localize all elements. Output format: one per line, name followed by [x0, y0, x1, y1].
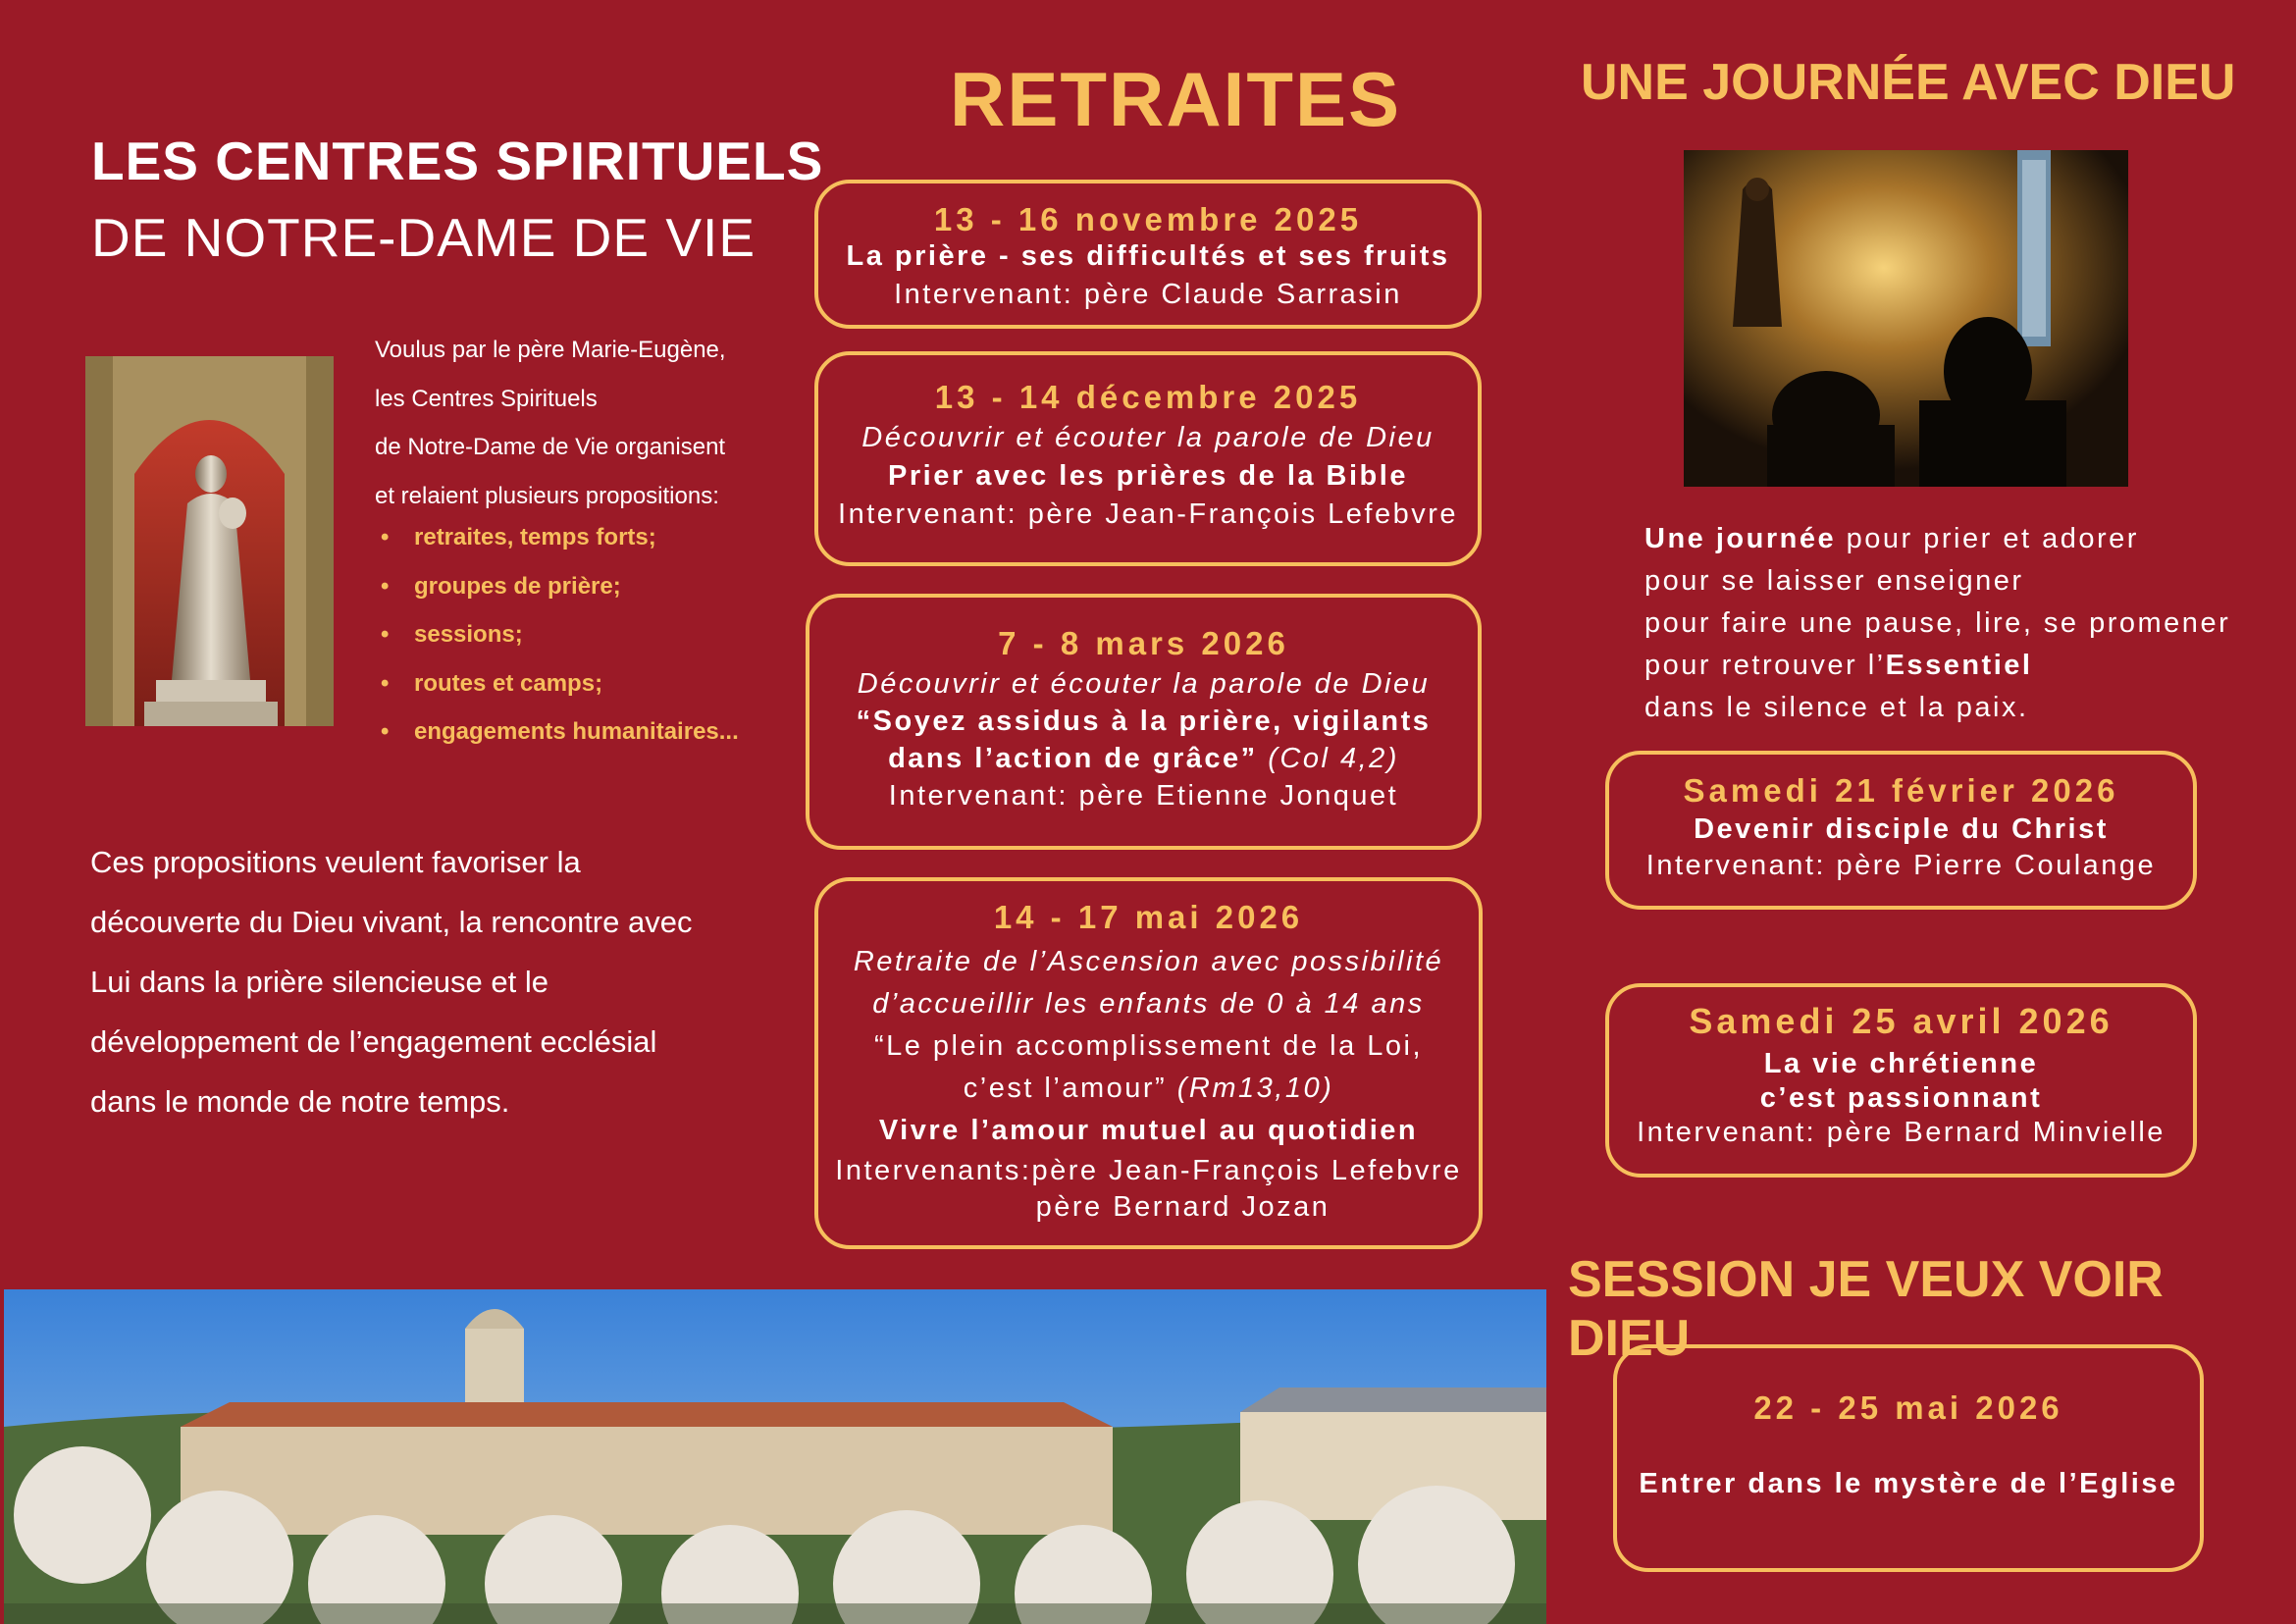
- retreat-speaker: père Bernard Jozan: [1035, 1191, 1331, 1223]
- journee-description: [1644, 518, 2230, 729]
- list-item: • engagements humanitaires...: [375, 707, 739, 757]
- list-item: • groupes de prière;: [375, 562, 739, 611]
- retreat-date: 7 - 8 mars 2026: [998, 625, 1289, 661]
- journee-theme: La vie chrétienne: [1763, 1048, 2039, 1079]
- retreat-speaker: Intervenant: père Claude Sarrasin: [894, 279, 1402, 310]
- retreat-theme: La prière - ses difficultés et ses fruits: [846, 240, 1450, 272]
- list-item: • routes et camps;: [375, 659, 739, 708]
- intro-line: les Centres Spirituels: [375, 385, 598, 412]
- retreat-theme: Prier avec les prières de la Bible: [888, 460, 1408, 492]
- journee-line: dans le silence et la paix.: [1644, 692, 2029, 723]
- journee-date: Samedi 25 avril 2026: [1689, 1001, 2113, 1041]
- session-theme: Entrer dans le mystère de l’Eglise: [1639, 1468, 2178, 1499]
- journee-emphasis: Une journée: [1644, 523, 1837, 554]
- retraites-heading: RETRAITES: [950, 56, 1402, 142]
- journee-line: pour faire une pause, lire, se promener: [1644, 607, 2231, 639]
- list-item: • sessions;: [375, 610, 739, 659]
- retreat-card-november: [814, 180, 1482, 329]
- retreat-quote: “Soyez assidus à la prière, vigilants: [856, 706, 1432, 737]
- church-interior-image: [1684, 150, 2128, 487]
- retreat-speaker: Intervenants:père Jean-François Lefebvre: [835, 1155, 1462, 1186]
- journee-theme: c’est passionnant: [1759, 1082, 2043, 1114]
- paragraph-line: dans le monde de notre temps.: [90, 1084, 510, 1119]
- intro-line: Voulus par le père Marie-Eugène,: [375, 337, 726, 363]
- retreat-subtitle: Découvrir et écouter la parole de Dieu: [857, 668, 1431, 700]
- page-title: LES CENTRES SPIRITUELS: [91, 131, 824, 191]
- monastery-photo: [4, 1289, 1546, 1624]
- journee-card-february: [1605, 751, 2197, 910]
- retreat-subtitle: Découvrir et écouter la parole de Dieu: [861, 422, 1435, 453]
- paragraph-line: Lui dans la prière silencieuse et le: [90, 965, 548, 999]
- journee-card-april: [1605, 983, 2197, 1178]
- retreat-card-december: [814, 351, 1482, 566]
- retreat-card-may: [814, 877, 1483, 1249]
- retreat-date: 13 - 14 décembre 2025: [934, 379, 1362, 415]
- retreat-speaker: Intervenant: père Etienne Jonquet: [888, 780, 1399, 812]
- journee-line: pour prier et adorer: [1836, 523, 2139, 554]
- retreat-quote: dans l’action de grâce”: [888, 743, 1258, 774]
- intro-line: de Notre-Dame de Vie organisent: [375, 434, 726, 460]
- journee-heading: UNE JOURNÉE AVEC DIEU: [1581, 54, 2236, 111]
- propositions-list: [375, 513, 739, 757]
- page-subtitle: DE NOTRE-DAME DE VIE: [91, 207, 757, 268]
- journee-theme: Devenir disciple du Christ: [1694, 813, 2109, 845]
- session-date: 22 - 25 mai 2026: [1753, 1389, 2063, 1426]
- retreat-subtitle: d’accueillir les enfants de 0 à 14 ans: [872, 988, 1425, 1020]
- list-item: • retraites, temps forts;: [375, 513, 739, 562]
- intro-line: et relaient plusieurs propositions:: [375, 482, 719, 509]
- intro-text: [375, 326, 726, 520]
- retreat-speaker: Intervenant: père Jean-François Lefebvre: [838, 498, 1458, 530]
- journee-line: pour retrouver l’: [1644, 650, 1886, 681]
- retreat-theme: Vivre l’amour mutuel au quotidien: [878, 1115, 1419, 1146]
- retreat-quote: c’est l’amour”: [963, 1073, 1168, 1104]
- retreat-reference: (Rm13,10): [1176, 1073, 1334, 1104]
- journee-line: pour se laisser enseigner: [1644, 565, 2024, 597]
- journee-speaker: Intervenant: père Bernard Minvielle: [1637, 1117, 2166, 1148]
- retreat-subtitle: Retraite de l’Ascension avec possibilité: [853, 946, 1444, 977]
- journee-speaker: Intervenant: père Pierre Coulange: [1645, 850, 2157, 881]
- journee-date: Samedi 21 février 2026: [1683, 772, 2119, 809]
- retreat-date: 13 - 16 novembre 2025: [933, 201, 1363, 237]
- retreat-card-march: [806, 594, 1482, 850]
- session-card: [1613, 1344, 2204, 1572]
- retreat-date: 14 - 17 mai 2026: [993, 899, 1304, 935]
- description-paragraph: [90, 832, 777, 1131]
- paragraph-line: développement de l’engagement ecclésial: [90, 1024, 657, 1059]
- session-heading: SESSION JE VEUX VOIR DIEU: [1568, 1251, 2164, 1367]
- paragraph-line: découverte du Dieu vivant, la rencontre avec: [90, 905, 693, 939]
- paragraph-line: Ces propositions veulent favoriser la: [90, 845, 581, 879]
- retreat-quote: “Le plein accomplissement de la Loi,: [873, 1030, 1424, 1062]
- journee-emphasis: Essentiel: [1885, 650, 2033, 681]
- retreat-reference: (Col 4,2): [1268, 743, 1399, 774]
- virgin-statue-image: [85, 356, 334, 726]
